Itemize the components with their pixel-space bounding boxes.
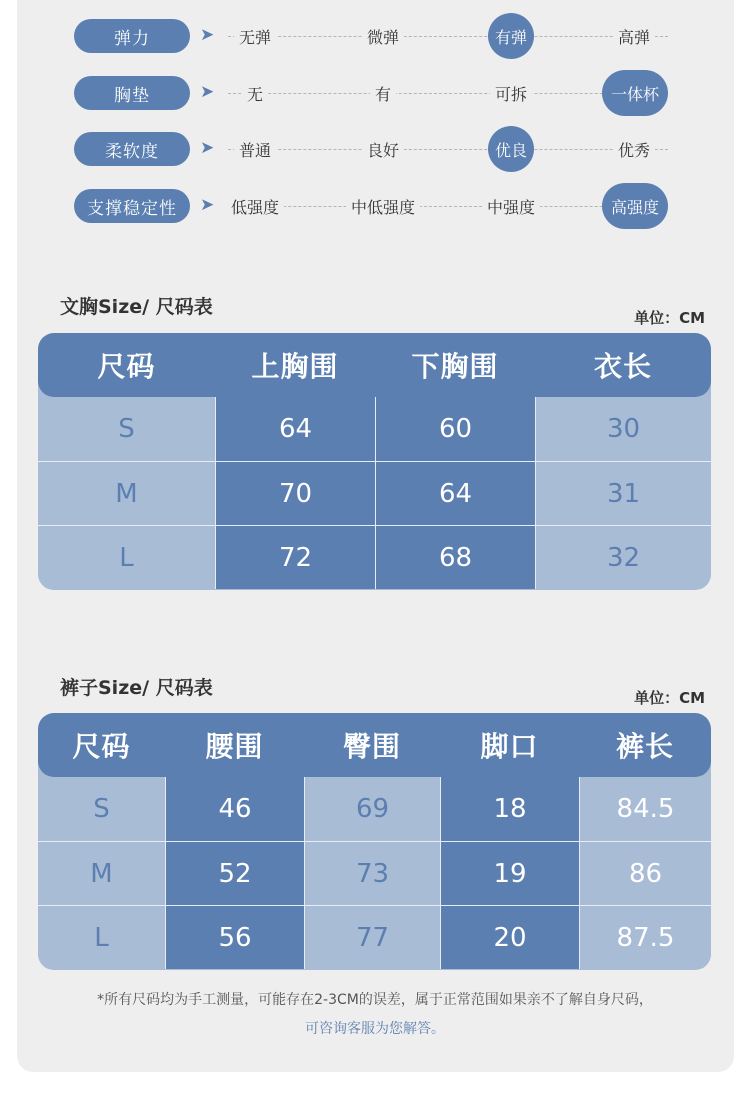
level-option: 无弹 [234, 19, 276, 53]
table-row [38, 777, 711, 841]
column-header: 臀围 [342, 730, 401, 763]
table-cell: 18 [440, 777, 579, 841]
table-cell: 64 [375, 462, 535, 525]
measurement-note: *所有尺码均为手工测量，可能存在2-3CM的误差，属于正常范围如果亲不了解自身尺码， [97, 992, 653, 1008]
table-header [38, 713, 711, 777]
attr-label: 柔软度 [74, 132, 190, 166]
table-cell: 86 [579, 842, 711, 905]
table-cell: 87.5 [579, 906, 711, 969]
pants-table-title: 裤子Size/ 尺码表 [60, 677, 213, 699]
size-cell: L [38, 906, 165, 969]
table-header [38, 333, 711, 397]
arrow-icon: ➤ [200, 195, 215, 215]
table-cell: 20 [440, 906, 579, 969]
level-option: 有 [370, 76, 396, 110]
dashed-line [228, 36, 668, 37]
table-body [38, 777, 711, 969]
column-header: 尺码 [72, 730, 131, 763]
level-option: 普通 [234, 132, 276, 166]
column-header: 脚口 [480, 730, 539, 763]
level-option: 无 [242, 76, 268, 110]
size-cell: S [38, 397, 215, 461]
attr-label: 胸垫 [74, 76, 190, 110]
size-cell: S [38, 777, 165, 841]
size-cell: L [38, 526, 215, 589]
level-option: 中低强度 [346, 189, 420, 223]
level-option-selected: 高强度 [602, 183, 668, 229]
column-header: 衣长 [593, 350, 652, 383]
table-row [38, 525, 711, 589]
table-cell: 84.5 [579, 777, 711, 841]
level-option: 低强度 [226, 189, 284, 223]
table-cell: 60 [375, 397, 535, 461]
bra-table-title: 文胸Size/ 尺码表 [60, 296, 213, 318]
table-cell: 52 [165, 842, 304, 905]
column-header: 下胸围 [411, 350, 499, 383]
table-cell: 31 [535, 462, 711, 525]
size-cell: M [38, 842, 165, 905]
table-cell: 64 [215, 397, 375, 461]
table-row [38, 397, 711, 461]
table-cell: 72 [215, 526, 375, 589]
attr-row-elasticity [0, 19, 750, 59]
level-option: 高弹 [613, 19, 655, 53]
arrow-icon: ➤ [200, 25, 215, 45]
level-option-selected: 有弹 [488, 13, 534, 59]
level-option-selected: 优良 [488, 126, 534, 172]
column-header: 尺码 [97, 350, 156, 383]
table-row [38, 905, 711, 969]
level-option-selected: 一体杯 [602, 70, 668, 116]
attr-label: 支撑稳定性 [74, 189, 190, 223]
column-header: 裤长 [615, 730, 674, 763]
table-cell: 56 [165, 906, 304, 969]
table-cell: 70 [215, 462, 375, 525]
level-option: 可拆 [490, 76, 532, 110]
table-cell: 30 [535, 397, 711, 461]
column-header: 腰围 [205, 730, 264, 763]
table-cell: 19 [440, 842, 579, 905]
dashed-line [228, 149, 668, 150]
table-row [38, 461, 711, 525]
column-header: 上胸围 [251, 350, 339, 383]
arrow-icon: ➤ [200, 138, 215, 158]
table-cell: 46 [165, 777, 304, 841]
attr-row-support [0, 189, 750, 229]
level-option: 优秀 [613, 132, 655, 166]
attr-label: 弹力 [74, 19, 190, 53]
table-body [38, 397, 711, 589]
table-row [38, 841, 711, 905]
level-option: 良好 [362, 132, 404, 166]
level-option: 中强度 [482, 189, 540, 223]
size-cell: M [38, 462, 215, 525]
table-cell: 32 [535, 526, 711, 589]
pants-size-table [38, 713, 711, 970]
table-cell: 69 [304, 777, 440, 841]
attr-row-padding [0, 76, 750, 116]
bra-size-table [38, 333, 711, 590]
customer-service-note: 可咨询客服为您解答。 [305, 1021, 445, 1037]
attr-row-softness [0, 132, 750, 172]
bra-table-unit: 单位：CM [634, 309, 705, 327]
arrow-icon: ➤ [200, 82, 215, 102]
table-cell: 68 [375, 526, 535, 589]
pants-table-unit: 单位：CM [634, 689, 705, 707]
table-cell: 73 [304, 842, 440, 905]
level-option: 微弹 [362, 19, 404, 53]
table-cell: 77 [304, 906, 440, 969]
